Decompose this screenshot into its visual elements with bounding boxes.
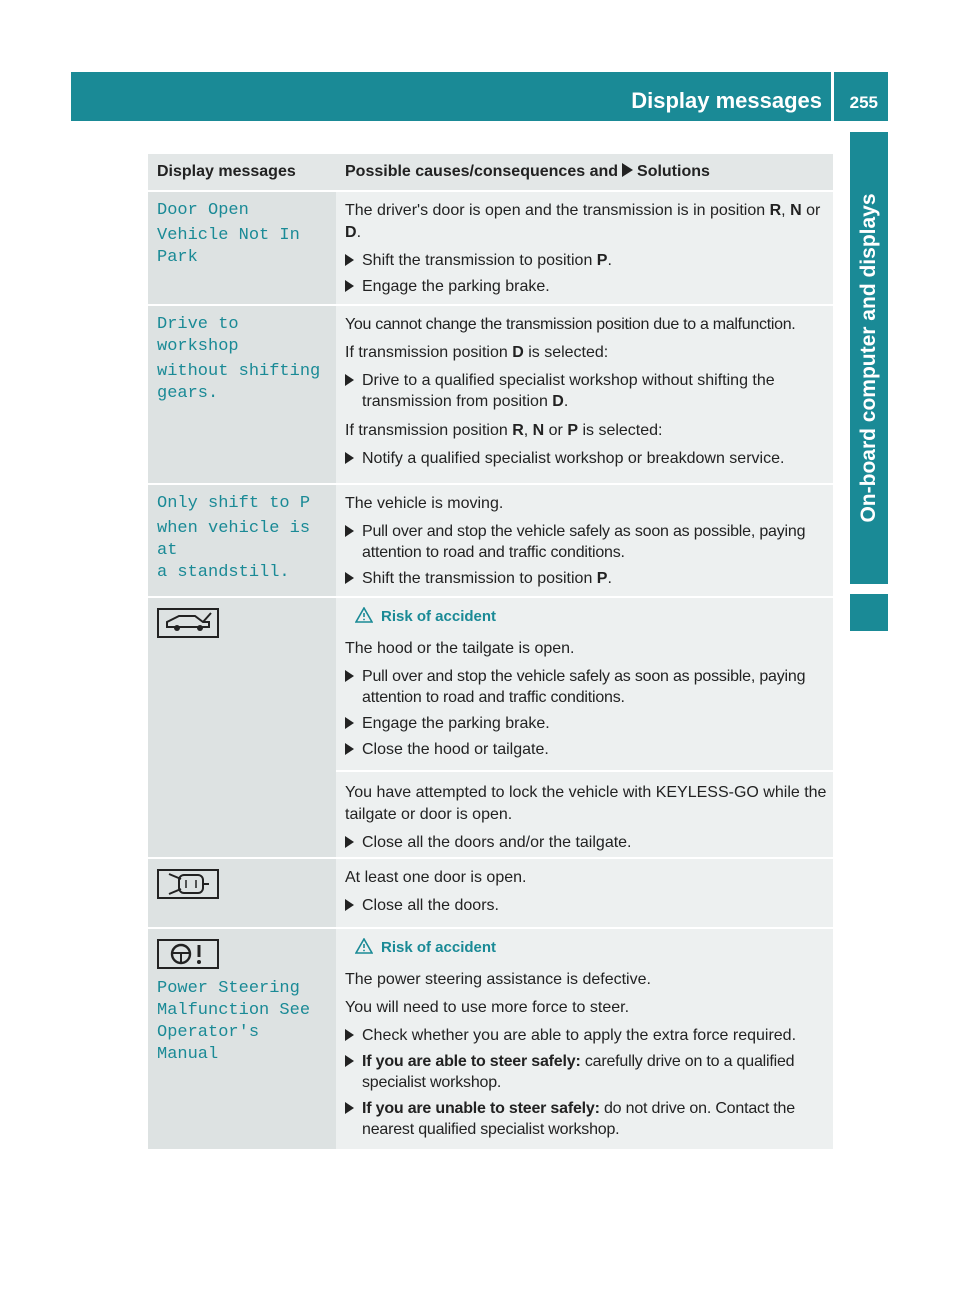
display-message: Power Steering Malfunction See Operator's Manual <box>148 929 336 1149</box>
display-message: Only shift to P when vehicle is at a standstill. <box>148 485 336 596</box>
page-number: 255 <box>849 93 878 112</box>
step-arrow-icon <box>345 836 354 848</box>
step-arrow-icon <box>345 1055 354 1067</box>
solution-step: Engage the parking brake. <box>345 276 827 297</box>
table-row <box>148 306 833 485</box>
warning-triangle-icon <box>355 607 373 630</box>
solution-step: Shift the transmission to position P. <box>345 250 827 271</box>
page-header <box>71 72 888 121</box>
cause-text: You have attempted to lock the vehicle with KEYLESS-GO while the tailgate or door is open. <box>345 784 827 823</box>
solution-step: Notify a qualified specialist workshop or breakdown service. <box>345 448 827 469</box>
step-arrow-icon <box>345 1029 354 1041</box>
display-message <box>148 598 336 857</box>
display-message: Door Open Vehicle Not In Park <box>148 192 336 304</box>
step-arrow-icon <box>345 452 354 464</box>
solution-step: Check whether you are able to apply the extra force required. <box>345 1025 827 1046</box>
solution-step: Shift the transmission to position P. <box>345 568 827 589</box>
causes-solutions <box>336 306 833 483</box>
sub-row-divider <box>336 770 833 772</box>
solution-step: Close the hood or tailgate. <box>345 739 827 760</box>
condition-text: If transmission position R, N or P is selected: <box>345 422 663 439</box>
step-arrow-icon <box>345 572 354 584</box>
step-arrow-icon <box>345 743 354 755</box>
solution-step: Drive to a qualified specialist workshop without shifting the transmission from position D. <box>345 370 827 412</box>
warning-label: Risk of accident <box>355 937 827 961</box>
solution-step: If you are able to steer safely: carefully drive on to a qualified specialist workshop. <box>345 1051 827 1093</box>
display-message <box>148 859 336 927</box>
solution-step: Close all the doors. <box>345 895 827 916</box>
table-header-row <box>148 154 833 192</box>
causes-solutions <box>336 598 833 857</box>
step-arrow-icon <box>345 670 354 682</box>
step-arrow-icon <box>345 374 354 386</box>
cause-text: At least one door is open. <box>345 869 527 886</box>
step-arrow-icon <box>345 899 354 911</box>
solution-step: Pull over and stop the vehicle safely as soon as possible, paying attention to road and traffic conditions. <box>345 666 827 708</box>
side-tab-marker <box>850 594 888 631</box>
header-separator <box>831 72 834 121</box>
step-arrow-icon <box>345 280 354 292</box>
cause-text: You will need to use more force to steer. <box>345 999 630 1016</box>
cause-text: The hood or the tailgate is open. <box>345 640 575 657</box>
table-row <box>148 929 833 1151</box>
causes-solutions <box>336 485 833 596</box>
hood-tailgate-open-icon <box>157 608 219 638</box>
step-arrow-icon <box>345 717 354 729</box>
table-row <box>148 598 833 859</box>
display-messages-table <box>148 154 833 1151</box>
cause-text: The power steering assistance is defective. <box>345 971 651 988</box>
solution-step: If you are unable to steer safely: do not drive on. Contact the nearest qualified specialist workshop. <box>345 1098 827 1140</box>
solution-step: Pull over and stop the vehicle safely as soon as possible, paying attention to road and traffic conditions. <box>345 521 827 563</box>
step-arrow-icon <box>345 1102 354 1114</box>
step-arrow-icon <box>345 525 354 537</box>
cause-text: You cannot change the transmission position due to a malfunction. <box>345 316 796 333</box>
table-row <box>148 485 833 598</box>
power-steering-warning-icon <box>157 939 219 969</box>
column-header-display-messages: Display messages <box>157 163 296 180</box>
table-row <box>148 859 833 929</box>
side-tab-label: On-board computer and displays <box>857 193 880 523</box>
arrow-icon <box>622 163 633 177</box>
display-message: Drive to workshop without shifting gears. <box>148 306 336 483</box>
step-arrow-icon <box>345 254 354 266</box>
causes-solutions <box>336 929 833 1149</box>
causes-solutions <box>336 859 833 927</box>
warning-label: Risk of accident <box>355 606 827 630</box>
solution-step: Engage the parking brake. <box>345 713 827 734</box>
cause-text: The vehicle is moving. <box>345 495 504 512</box>
door-open-icon <box>157 869 219 899</box>
cause-text: The driver's door is open and the transmission is in position R, N or D. <box>345 202 821 241</box>
condition-text: If transmission position D is selected: <box>345 344 609 361</box>
solution-step: Close all the doors and/or the tailgate. <box>345 832 827 853</box>
table-row <box>148 192 833 306</box>
column-header-causes: Possible causes/consequences and Solutions <box>345 163 710 180</box>
causes-solutions <box>336 192 833 304</box>
warning-triangle-icon <box>355 938 373 961</box>
header-title: Display messages <box>631 88 822 113</box>
